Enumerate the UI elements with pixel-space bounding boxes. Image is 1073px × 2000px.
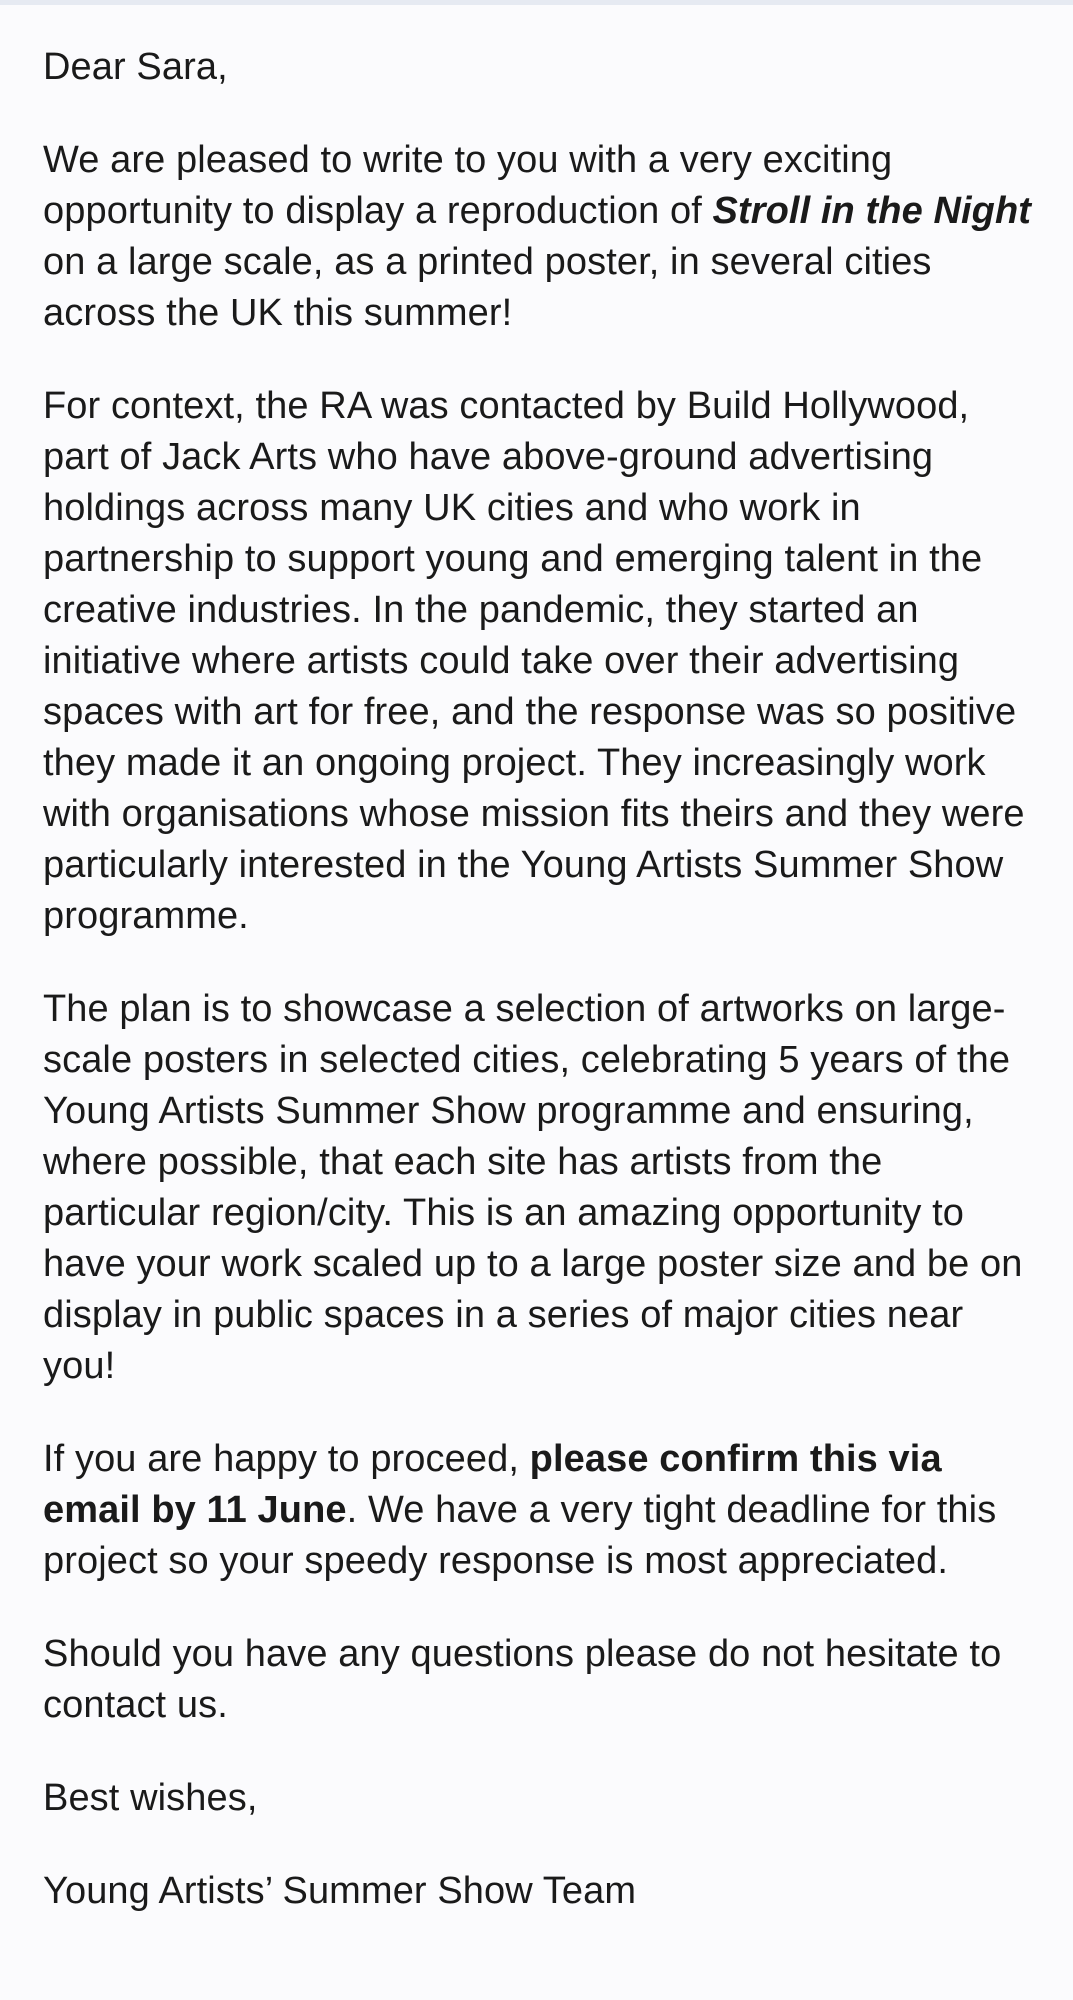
greeting: Dear Sara, [43, 46, 228, 88]
paragraph-opportunity [43, 135, 1043, 339]
paragraph-opportunity-rest: on a large scale, as a printed poster, in several cities across the UK this summer! [43, 241, 932, 334]
paragraph-confirm [43, 1434, 1043, 1587]
paragraph-confirm-intro: If you are happy to proceed, [43, 1438, 530, 1480]
artwork-title: Stroll in the Night [712, 190, 1032, 232]
paragraph-questions: Should you have any questions please do not hesitate to contact us. [43, 1633, 1002, 1726]
paragraph-context: For context, the RA was contacted by Build Hollywood, part of Jack Arts who have above-ground advertising holdings across many UK cities and who work in partnership to support young and emerging talent in the creative industries. In the pandemic, they started an initiative where artists could take over their advertising spaces with art for free, and the response was so positive they made it an ongoing project. They increasingly work with organisations whose mission fits theirs and they were particularly interested in the Young Artists Summer Show programme. [43, 385, 1025, 937]
top-divider [0, 0, 1073, 5]
email-body [43, 42, 1043, 1917]
signature: Young Artists’ Summer Show Team [43, 1870, 637, 1912]
paragraph-plan: The plan is to showcase a selection of artworks on large-scale posters in selected cities, celebrating 5 years of the Young Artists Summer Show programme and ensuring, where possible, that each site has artists from the particular region/city. This is an amazing opportunity to have your work scaled up to a large poster size and be on display in public spaces in a series of major cities near you! [43, 988, 1023, 1387]
paragraph-opportunity-intro: We are pleased to write to you with a very exciting opportunity to display a reproduction of [43, 139, 893, 232]
paragraph-confirm-rest: . We have a very tight deadline for this project so your speedy response is most appreciated. [43, 1489, 997, 1582]
confirm-deadline: please confirm this via email by 11 June [43, 1438, 942, 1531]
signoff: Best wishes, [43, 1777, 258, 1819]
